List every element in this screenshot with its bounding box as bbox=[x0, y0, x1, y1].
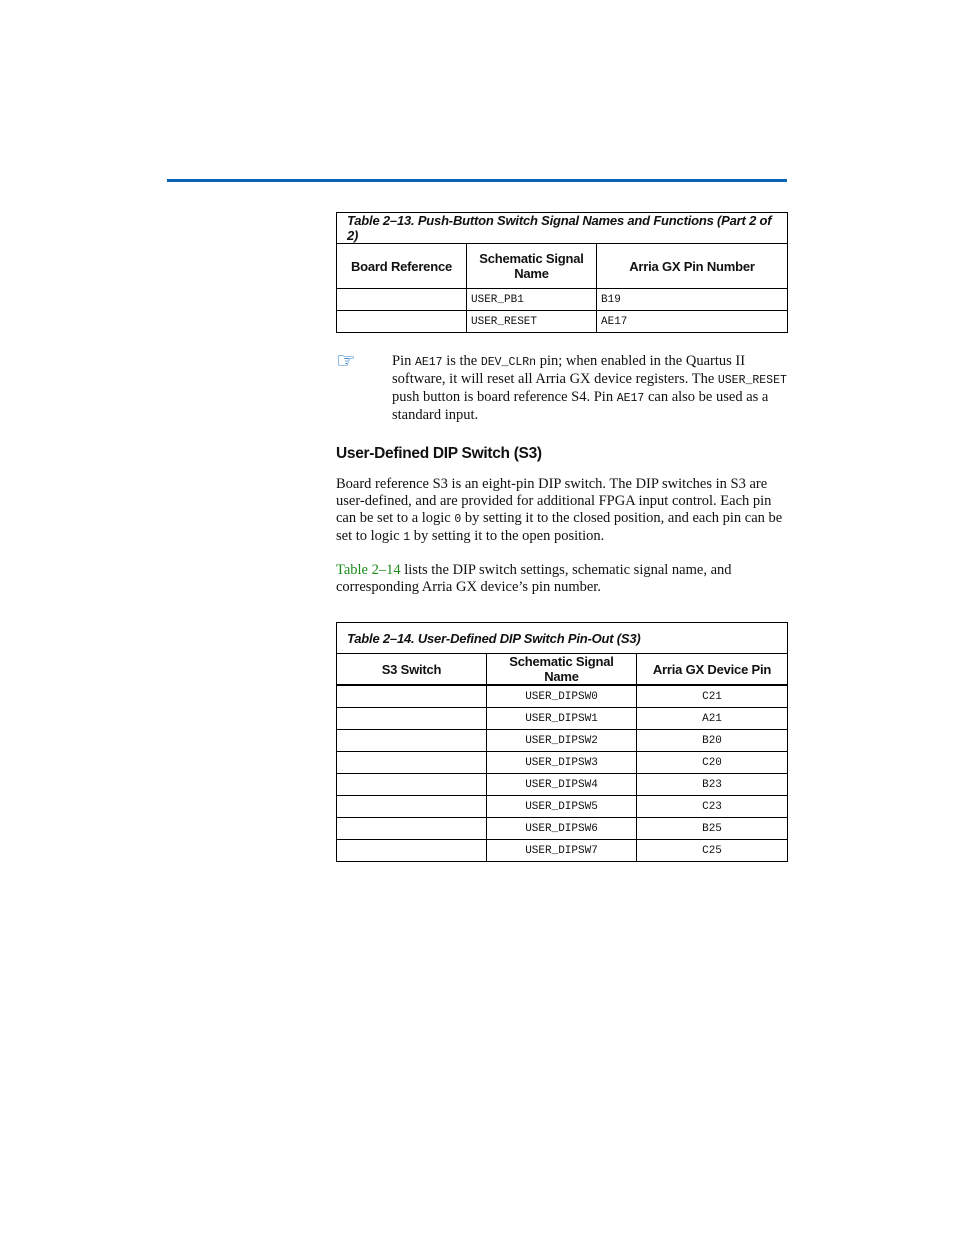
column-header: Arria GX Device Pin bbox=[637, 654, 788, 686]
pin-number: C23 bbox=[637, 796, 788, 818]
section-heading: User-Defined DIP Switch (S3) bbox=[336, 445, 542, 462]
column-header: S3 Switch bbox=[337, 654, 487, 686]
dip-switch-table bbox=[336, 622, 788, 862]
column-header: Board Reference bbox=[337, 244, 467, 289]
pin-number: A21 bbox=[637, 708, 788, 730]
table-row bbox=[337, 796, 788, 818]
table-row bbox=[337, 774, 788, 796]
pin-number: B20 bbox=[637, 730, 788, 752]
table-row bbox=[337, 685, 788, 708]
pointing-hand-icon: ☞ bbox=[336, 348, 356, 373]
signal-name: USER_DIPSW7 bbox=[487, 840, 637, 862]
table-caption: Table 2–14. User-Defined DIP Switch Pin-Out (S3) bbox=[337, 623, 788, 654]
signal-name: USER_DIPSW4 bbox=[487, 774, 637, 796]
pin-number: C21 bbox=[637, 685, 788, 708]
table-caption: Table 2–13. Push-Button Switch Signal Names and Functions (Part 2 of 2) bbox=[337, 213, 788, 244]
signal-name: USER_RESET bbox=[467, 311, 597, 333]
pin-number: C20 bbox=[637, 752, 788, 774]
pin-number: B25 bbox=[637, 818, 788, 840]
header-rule bbox=[167, 179, 787, 182]
body-paragraph: Board reference S3 is an eight-pin DIP switch. The DIP switches in S3 are user-defined, and are provided for additional FPGA input control. Each pin can be set to a logic 0 by setting it to the closed position, and each pin can be set to logic 1 by setting it to the open position. bbox=[336, 476, 783, 544]
pin-number: B19 bbox=[597, 289, 788, 311]
table-row bbox=[337, 752, 788, 774]
signal-name: USER_DIPSW0 bbox=[487, 685, 637, 708]
table-row bbox=[337, 730, 788, 752]
column-header: Schematic Signal Name bbox=[487, 654, 637, 686]
push-button-table bbox=[336, 212, 788, 333]
signal-name: USER_PB1 bbox=[467, 289, 597, 311]
signal-name: USER_DIPSW1 bbox=[487, 708, 637, 730]
signal-name: USER_DIPSW2 bbox=[487, 730, 637, 752]
body-paragraph: Table 2–14 lists the DIP switch settings, schematic signal name, and corresponding Arria GX device’s pin number. bbox=[336, 562, 732, 595]
table-link[interactable]: Table 2–14 bbox=[336, 562, 401, 578]
note-paragraph: Pin AE17 is the DEV_CLRn pin; when enabled in the Quartus II software, it will reset all Arria GX device registers. The USER_RESET push button is board reference S4. Pin AE17 can also be used as a standard input. bbox=[392, 353, 787, 423]
signal-name: USER_DIPSW5 bbox=[487, 796, 637, 818]
column-header: Arria GX Pin Number bbox=[597, 244, 788, 289]
table-row bbox=[337, 708, 788, 730]
table-row bbox=[337, 289, 788, 311]
table-row bbox=[337, 311, 788, 333]
signal-name: USER_DIPSW6 bbox=[487, 818, 637, 840]
pin-number: C25 bbox=[637, 840, 788, 862]
column-header: Schematic Signal Name bbox=[467, 244, 597, 289]
signal-name: USER_DIPSW3 bbox=[487, 752, 637, 774]
table-row bbox=[337, 818, 788, 840]
pin-number: AE17 bbox=[597, 311, 788, 333]
pin-number: B23 bbox=[637, 774, 788, 796]
table-row bbox=[337, 840, 788, 862]
